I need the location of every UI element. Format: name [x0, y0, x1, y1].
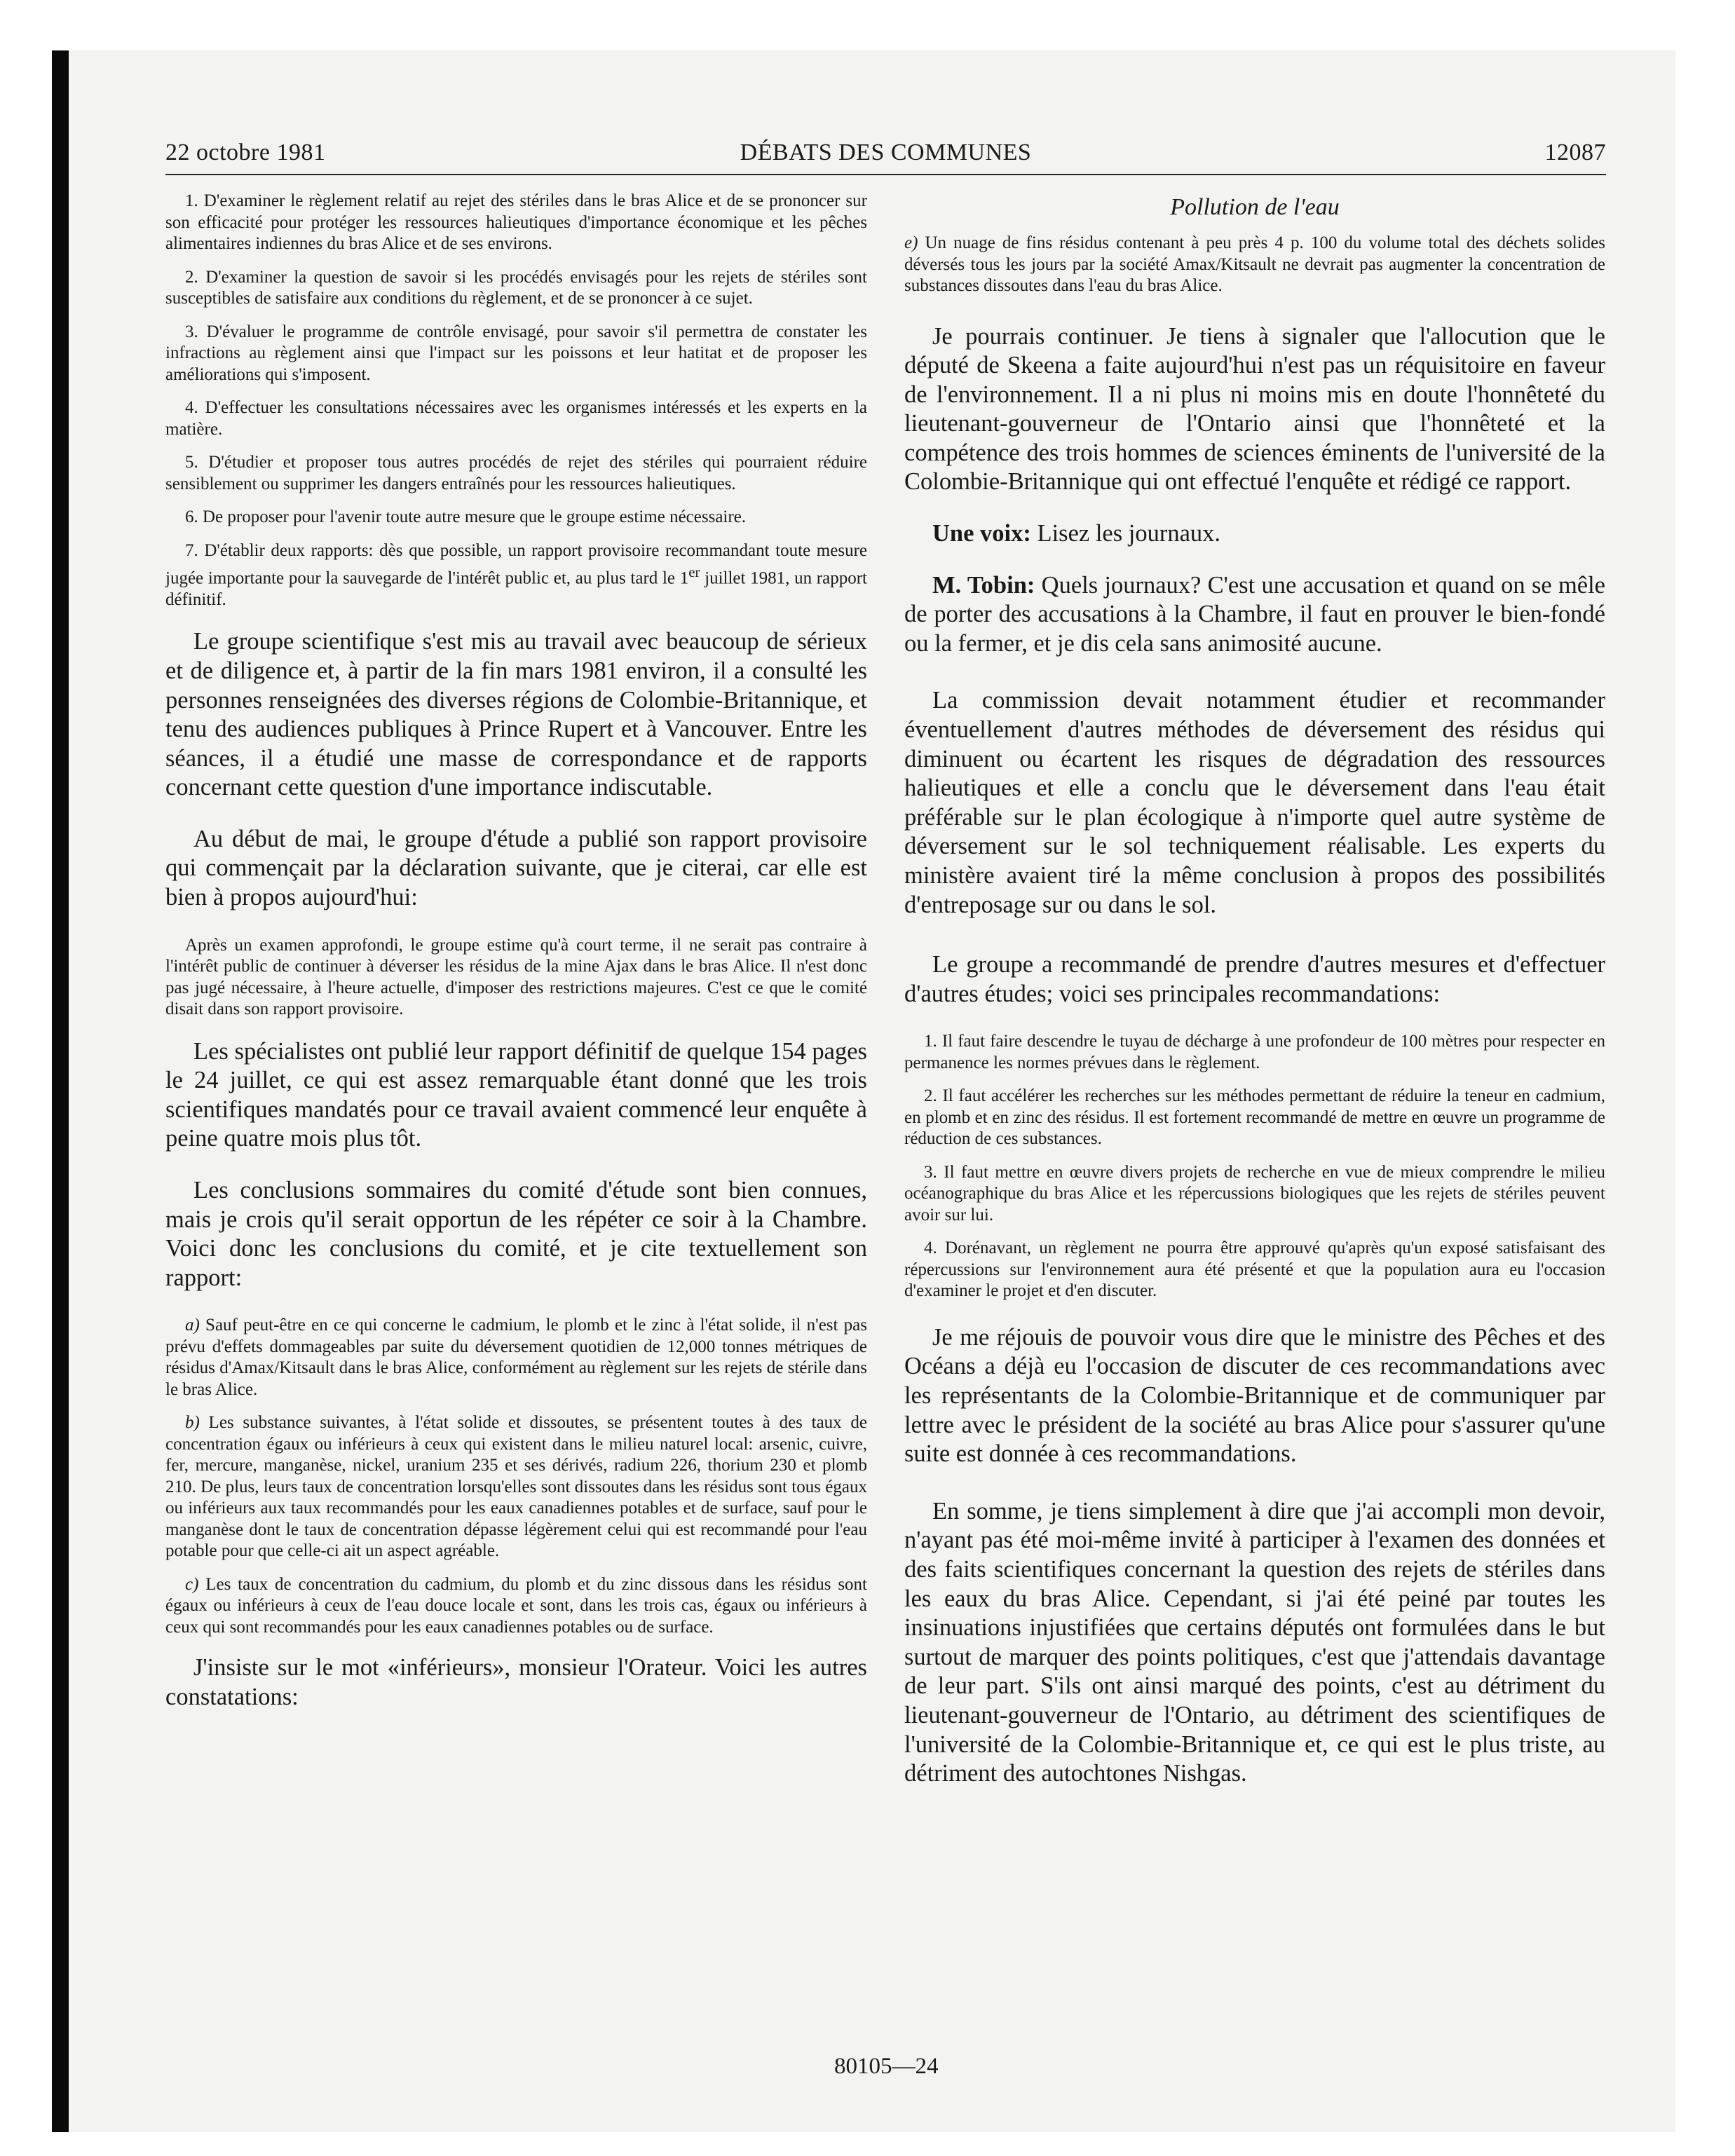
recommendation-item-3: 3. Il faut mettre en œuvre divers projets de recherche en vue de mieux comprendre le milieu océanographique du bras Alice et les répercussions biologiques que les rejets de stériles peuvent avoir sur lui. — [904, 1162, 1605, 1224]
speaker-label: M. Tobin: — [932, 571, 1035, 599]
section-heading: Pollution de l'eau — [1170, 194, 1340, 220]
speech-paragraph: Le groupe a recommandé de prendre d'autres mesures et d'effectuer d'autres études; voici ses principales recommandations: — [904, 951, 1605, 1007]
term-item-4: 4. D'effectuer les consultations nécessaires avec les organismes intéressés et les experts en la matière. — [165, 398, 867, 439]
speech-paragraph: Je me réjouis de pouvoir vous dire que le ministre des Pêches et des Océans a déjà eu l'occasion de discuter de ces recommandations avec les représentants de la Colombie-Britannique et de communiquer par lettre avec le président de la société au bras Alice pour s'assurer qu'une suite est donnée à ces recommandations. — [904, 1323, 1605, 1468]
tobin-remark: M. Tobin: Quels journaux? C'est une accusation et quand on se mêle de porter des accusations à la Chambre, il faut en prouver le bien-fondé ou la fermer, et je dis cela sans animosité aucune. — [904, 571, 1605, 657]
header-page-number: 12087 — [1544, 139, 1606, 165]
speech-paragraph: Le groupe scientifique s'est mis au travail avec beaucoup de sérieux et de diligence et, à partir de la fin mars 1981 environ, il a consulté les personnes renseignées des diverses régions de Colombie-Britannique, et tenu des audiences publiques à Prince Rupert et à Vancouver. Entre les séances, il a étudié une masse de correspondance et de rapports concernant cette question d'une importance indiscutable. — [165, 628, 867, 801]
conclusion-c: c) Les taux de concentration du cadmium, du plomb et du zinc dissous dans les résidus sont égaux ou inférieurs à ceux de l'eau douce locale et sont, dans les trois cas, égaux ou inférieurs à ceux qui sont recommandés pour les eaux canadiennes potables ou de surface. — [165, 1574, 867, 1637]
conclusion-b: b) Les substance suivantes, à l'état solide et dissoutes, se présentent toutes à des taux de concentration égaux ou inférieurs à ceux qui existent dans le milieu naturel local: arsenic, cuivre, fer, mercure, manganèse, nickel, uranium 235 et ses dérivés, radium 226, thorium 230 et plomb 210. De plus, leurs taux de concentration lorsqu'elles sont dissoutes dans les résidus sont tous égaux ou inférieurs aux taux recommandés pour les eaux canadiennes potables et de surface, sauf pour le manganèse dont le taux de concentration dépasse légèrement celui qui est recommandé pour l'eau potable pour que celle-ci ait un aspect agréable. — [165, 1413, 867, 1561]
speech-paragraph: La commission devait notamment étudier et recommander éventuellement d'autres méthodes de déversement des résidus qui diminuent ou écartent les risques de dégradation des ressources halieutiques et elle a conclu que le déversement dans l'eau était préférable sur le plan écologique à n'importe quel autre système de déversement sur le sol techniquement réalisable. Les experts du ministère avaient tiré la même conclusion à propos des possibilités d'entreposage sur ou dans le sol. — [904, 687, 1605, 918]
speech-paragraph: Les spécialistes ont publié leur rapport définitif de quelque 154 pages le 24 juillet, ce qui est assez remarquable étant donné que les trois scientifiques mandatés pour ce travail avaient commencé leur enquête à peine quatre mois plus tôt. — [165, 1037, 867, 1152]
term-item-3: 3. D'évaluer le programme de contrôle envisagé, pour savoir s'il permettra de constater les infractions au règlement ainsi que l'impact sur les poissons et leur hatitat et de proposer les améliorations qui s'imposent. — [165, 322, 867, 384]
conclusion-a: a) Sauf peut-être en ce qui concerne le cadmium, le plomb et le zinc à l'état solide, il n'est pas prévu d'effets dommageables par suite du déversement quotidien de 12,000 tonnes métriques de résidus d'Amax/Kitsault dans le bras Alice, conformément au règlement sur les rejets de stérile dans le bras Alice. — [165, 1316, 867, 1399]
term-item-2: 2. D'examiner la question de savoir si les procédés envisagés pour les rejets de stériles sont susceptibles de satisfaire aux conditions du règlement, et de se prononcer à ce sujet. — [165, 267, 867, 308]
recommendation-item-4: 4. Dorénavant, un règlement ne pourra être approuvé qu'après qu'un exposé satisfaisant des répercussions sur l'environnement aura été présenté et que la population aura eu l'occasion d'examiner le projet et d'en discuter. — [904, 1239, 1605, 1301]
interjection: Une voix: Lisez les journaux. — [932, 520, 1221, 547]
speech-paragraph: Je pourrais continuer. Je tiens à signaler que l'allocution que le député de Skeena a faite aujourd'hui n'est pas un réquisitoire en faveur de l'environnement. Il a ni plus ni moins mis en doute l'honnêteté du lieutenant-gouverneur de l'Ontario ainsi que l'honnêteté et la compétence des trois hommes de sciences éminents de l'université de la Colombie-Britannique qui ont effectué l'enquête et rédigé ce rapport. — [904, 322, 1605, 496]
recommendation-item-1: 1. Il faut faire descendre le tuyau de décharge à une profondeur de 100 mètres pour respecter en permanence les normes prévues dans le règlement. — [904, 1032, 1605, 1072]
superscript-er: er — [688, 564, 700, 580]
term-item-5: 5. D'étudier et proposer tous autres procédés de rejet des stériles qui pourraient réduire sensiblement ou supprimer les dangers entraînés pour les ressources halieutiques. — [165, 453, 867, 493]
footer-code: 80105—24 — [834, 2054, 939, 2079]
term-item-6: 6. De proposer pour l'avenir toute autre mesure que le groupe estime nécessaire. — [185, 507, 747, 526]
speech-paragraph: Au début de mai, le groupe d'étude a publié son rapport provisoire qui commençait par la déclaration suivante, que je citerai, car elle est bien à propos aujourd'hui: — [165, 825, 867, 911]
speaker-label: Une voix: — [932, 520, 1031, 547]
speech-paragraph: En somme, je tiens simplement à dire que j'ai accompli mon devoir, n'ayant pas été moi-même invité à participer à l'examen des données et des faits scientifiques concernant la question des rejets de stériles dans les eaux du bras Alice. Cependant, si j'ai été peiné par toutes les insinuations injustifiées que certains députés ont formulées dans le but surtout de marquer des points politiques, c'est que j'attendais davantage de leur part. S'ils ont ainsi marqué des points, c'est au détriment du lieutenant-gouverneur de l'Ontario, au détriment des scientifiques de l'université de la Colombie-Britannique et, ce qui est le plus triste, au détriment des autochtones Nishgas. — [904, 1497, 1605, 1787]
recommendation-item-2: 2. Il faut accélérer les recherches sur les méthodes permettant de réduire la teneur en cadmium, en plomb et en zinc des résidus. Il est fortement recommandé de mettre en œuvre un programme de réduction de ces substances. — [904, 1086, 1605, 1149]
water-finding-e: e) Un nuage de fins résidus contenant à peu près 4 p. 100 du volume total des déchets solides déversés tous les jours par la société Amax/Kitsault ne devrait pas augmenter la concentration de substances dissoutes dans l'eau du bras Alice. — [904, 233, 1605, 295]
right-column — [904, 191, 1605, 1811]
term-item-7: 7. D'établir deux rapports: dès que possible, un rapport provisoire recommandant toute mesure jugée importante pour la sauvegarde de l'intérêt public et, au plus tard le 1er juillet 1981, un rapport définitif. — [165, 540, 867, 609]
speech-paragraph: Les conclusions sommaires du comité d'étude sont bien connues, mais je crois qu'il serait opportun de les répéter ce soir à la Chambre. Voici donc les conclusions du comité, et je cite textuellement son rapport: — [165, 1177, 867, 1291]
interim-report-quote: Après un examen approfondi, le groupe estime qu'à court terme, il ne serait pas contraire à l'intérêt public de continuer à déverser les résidus de la mine Ajax dans le bras Alice. Il n'est donc pas jugé nécessaire, à l'heure actuelle, d'imposer des restrictions majeures. C'est ce que le comité disait dans son rapport provisoire. — [165, 935, 867, 1019]
header-title: DÉBATS DES COMMUNES — [740, 139, 1032, 165]
term-item-1: 1. D'examiner le règlement relatif au rejet des stériles dans le bras Alice et de se prononcer sur son efficacité pour protéger les ressources halieutiques d'importance économique et les pêches alimentaires indiennes du bras Alice et de ses environs. — [165, 191, 867, 253]
page-header — [165, 137, 1606, 175]
scan-edge-bar — [52, 50, 69, 2132]
header-date: 22 octobre 1981 — [165, 139, 326, 165]
speech-paragraph: J'insiste sur le mot «inférieurs», monsieur l'Orateur. Voici les autres constatations: — [165, 1654, 867, 1711]
left-column — [165, 191, 867, 1735]
